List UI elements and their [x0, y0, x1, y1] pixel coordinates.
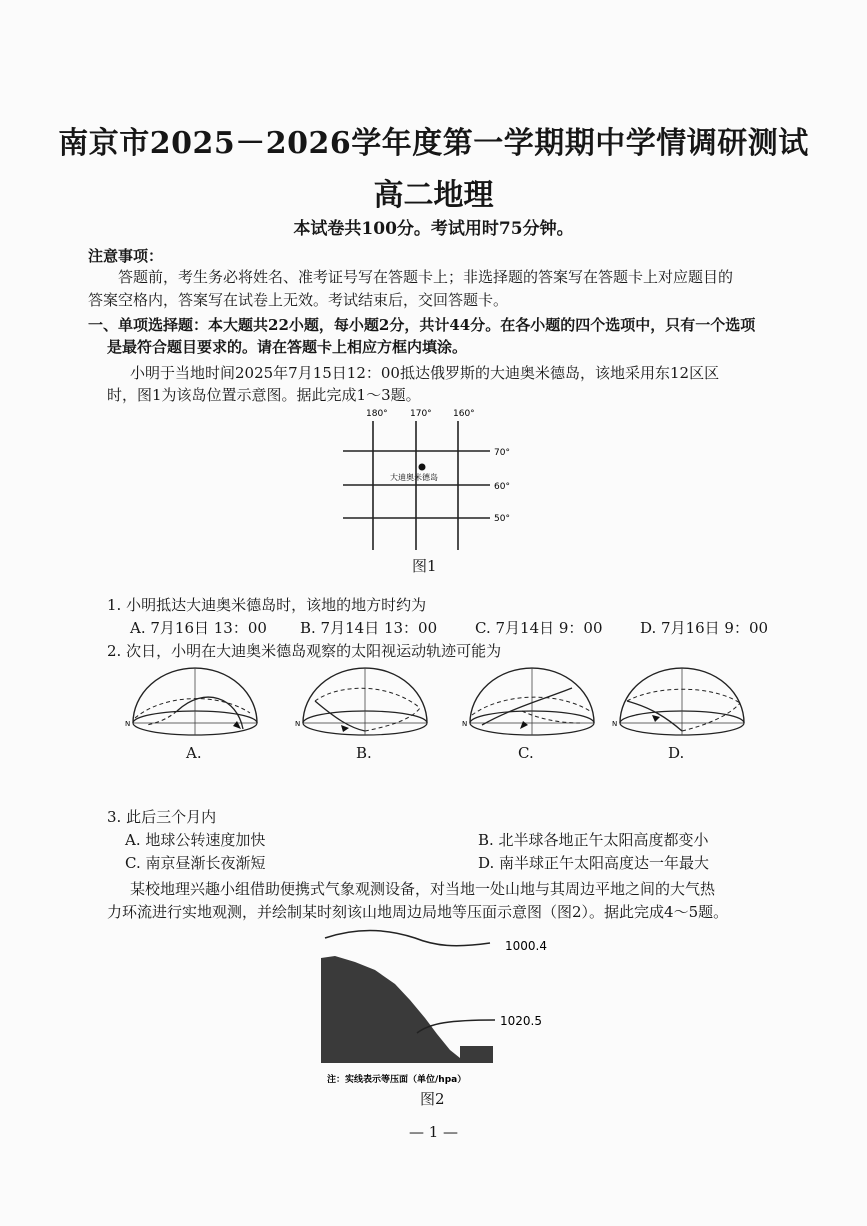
mountain-shape: [321, 956, 460, 1063]
island-dot: [419, 464, 426, 471]
lat-label-60: 60°: [494, 482, 510, 492]
dome-c: [462, 663, 602, 741]
q1-stem: 1. 小明抵达大迪奥米德岛时，该地的地方时约为: [107, 596, 427, 614]
passage-1-line-2: 时，图1为该岛位置示意图。据此完成1～3题。: [107, 386, 421, 404]
q1-option-d: D. 7月16日 9：00: [640, 619, 769, 637]
dome-d-north-marker: N: [612, 720, 618, 728]
passage-2-line-1: 某校地理兴趣小组借助便携式气象观测设备，对当地一处山地与其周边平地之间的大气热: [130, 880, 716, 898]
lon-label-180: 180°: [366, 409, 388, 419]
figure-1-grid: [330, 405, 520, 555]
plain-ground: [460, 1046, 493, 1063]
island-label: 大迪奥米德岛: [390, 473, 438, 482]
dome-c-north-marker: N: [462, 720, 468, 728]
dome-b-north-marker: N: [295, 720, 301, 728]
q3-stem: 3. 此后三个月内: [107, 808, 217, 826]
q2-stem: 2. 次日，小明在大迪奥米德岛观察的太阳视运动轨迹可能为: [107, 642, 502, 660]
section-1-line-2: 是最符合题目要求的。请在答题卡上相应方框内填涂。: [107, 338, 468, 356]
lat-label-70: 70°: [494, 448, 510, 458]
q1-option-b: B. 7月14日 13：00: [300, 619, 438, 637]
page-number: — 1 —: [408, 1123, 459, 1141]
figure-2-caption: 图2: [420, 1090, 445, 1108]
figure-2-isobar-diagram: [315, 928, 555, 1088]
figure-2-note: 注：实线表示等压面（单位/hpa）: [327, 1075, 467, 1085]
q3-option-c: C. 南京昼渐长夜渐短: [125, 854, 266, 872]
notice-line-2: 答案空格内，答案写在试卷上无效。考试结束后，交回答题卡。: [88, 291, 509, 309]
q3-option-b: B. 北半球各地正午太阳高度都变小: [478, 831, 709, 849]
q1-option-c: C. 7月14日 9：00: [475, 619, 603, 637]
dome-a: [125, 663, 265, 741]
q1-option-a: A. 7月16日 13：00: [130, 619, 267, 637]
passage-2-line-2: 力环流进行实地观测，并绘制某时刻该山地周边局地等压面示意图（图2）。据此完成4～5题。: [107, 903, 729, 921]
dome-b: [295, 663, 435, 741]
q3-option-d: D. 南半球正午太阳高度达一年最大: [478, 854, 710, 872]
dome-d-label: D.: [668, 744, 685, 762]
passage-1-line-1: 小明于当地时间2025年7月15日12：00抵达俄罗斯的大迪奥米德岛，该地采用东12区区: [130, 364, 720, 382]
isobar-upper-line: [325, 931, 490, 946]
dome-a-label: A.: [186, 744, 202, 762]
lat-label-50: 50°: [494, 514, 510, 524]
dome-b-label: B.: [356, 744, 372, 762]
isobar-upper-label: 1000.4: [505, 939, 547, 953]
figure-1-caption: 图1: [412, 557, 437, 575]
isobar-lower-label: 1020.5: [500, 1014, 542, 1028]
section-1-line-1: 一、单项选择题：本大题共22小题，每小题2分，共计44分。在各小题的四个选项中，只有一个选项: [88, 316, 756, 334]
subject-title: 高二地理: [373, 178, 494, 213]
lon-label-170: 170°: [410, 409, 432, 419]
dome-c-label: C.: [518, 744, 534, 762]
notice-heading: 注意事项：: [88, 247, 164, 265]
exam-title: 南京市2025－2026学年度第一学期期中学情调研测试: [58, 126, 809, 161]
q3-option-a: A. 地球公转速度加快: [125, 831, 266, 849]
dome-d: [612, 663, 752, 741]
dome-a-north-marker: N: [125, 720, 131, 728]
lon-label-160: 160°: [453, 409, 475, 419]
exam-info: 本试卷共100分。考试用时75分钟。: [293, 219, 574, 239]
notice-line-1: 答题前，考生务必将姓名、准考证号写在答题卡上；非选择题的答案写在答题卡上对应题目的: [118, 268, 734, 286]
